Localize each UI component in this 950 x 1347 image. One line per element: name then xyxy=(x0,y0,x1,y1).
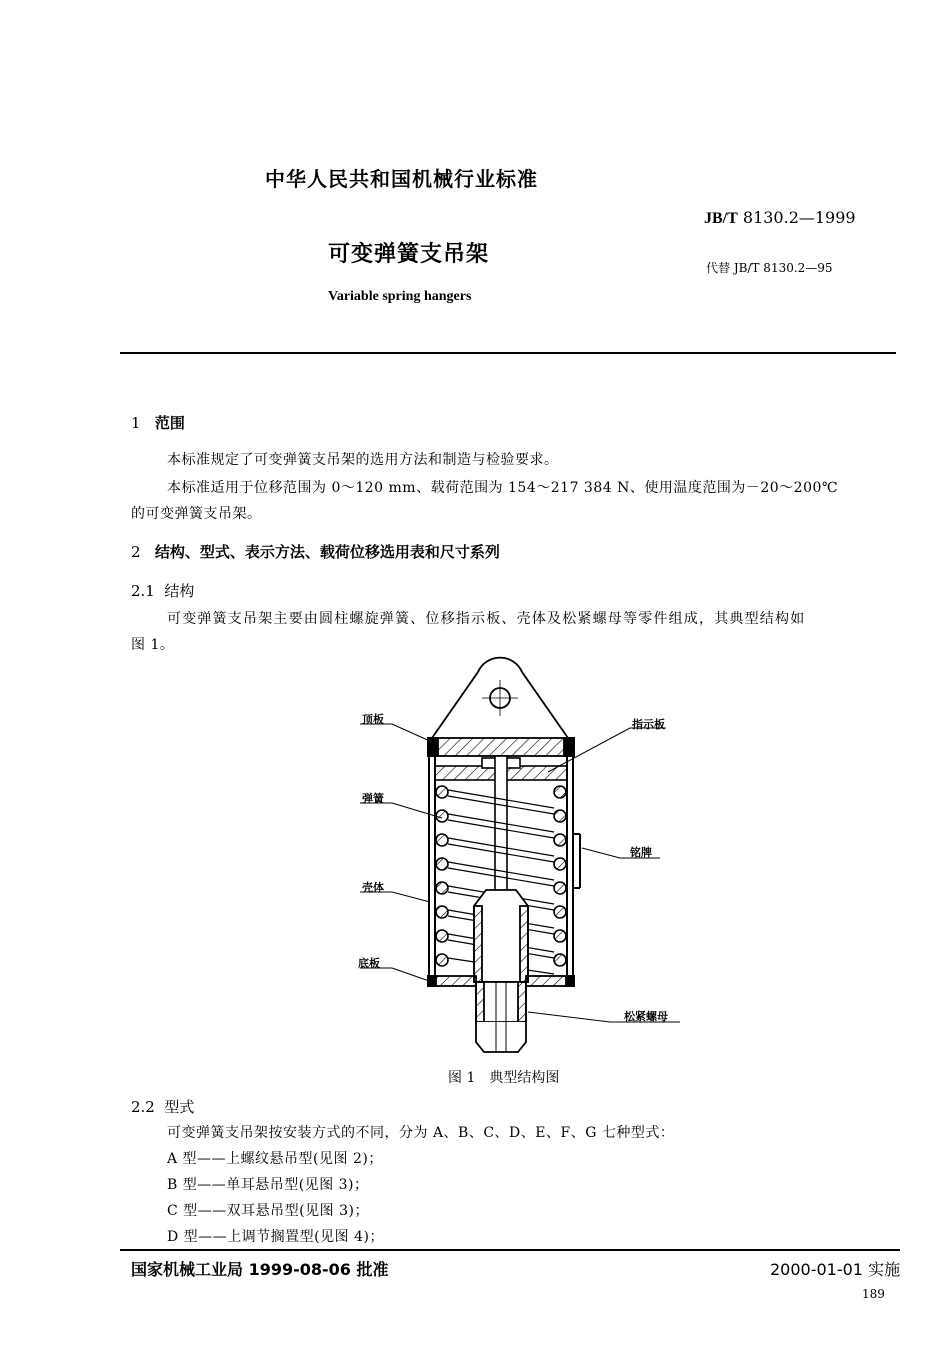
subsection-2-1-number: 2.1 xyxy=(131,582,155,600)
subsection-2-1-title: 结构 xyxy=(164,582,195,600)
organization-title: 中华人民共和国机械行业标准 xyxy=(265,167,538,191)
subsection-2-1-para-cont: 图 1。 xyxy=(131,637,175,653)
section-1-title: 范围 xyxy=(154,414,185,432)
section-1-number: 1 xyxy=(131,414,141,432)
section-1-para-1: 本标准规定了可变弹簧支吊架的选用方法和制造与检验要求。 xyxy=(167,452,559,468)
approval-note: 国家机械工业局 1999-08-06 批准 xyxy=(131,1260,389,1279)
section-2-title: 结构、型式、表示方法、载荷位移选用表和尺寸系列 xyxy=(154,543,500,561)
label-top-plate: 顶板 xyxy=(362,713,384,726)
section-1-para-2: 本标准适用于位移范围为 0～120 mm、载荷范围为 154～217 384 N、使用温度范围为－20～200℃ xyxy=(167,480,839,496)
standard-prefix: JB/T xyxy=(704,210,738,227)
replaces-note: 代替 JB/T 8130.2—95 xyxy=(706,261,833,275)
subsection-2-2-intro: 可变弹簧支吊架按安装方式的不同，分为 A、B、C、D、E、F、G 七种型式： xyxy=(167,1125,675,1141)
type-c: C 型——双耳悬吊型(见图 3)； xyxy=(167,1203,369,1219)
figure-1-caption: 图 1 典型结构图 xyxy=(448,1070,560,1086)
label-shell: 壳体 xyxy=(362,881,384,894)
label-turnbuckle: 松紧螺母 xyxy=(624,1010,668,1023)
section-1-para-2-cont: 的可变弹簧支吊架。 xyxy=(131,506,262,522)
footer-rule xyxy=(120,1249,900,1251)
type-a: A 型——上螺纹悬吊型(见图 2)； xyxy=(167,1151,383,1167)
standard-number-rest: 8130.2—1999 xyxy=(742,208,856,227)
section-2-number: 2 xyxy=(131,543,141,561)
top-plate-graphic xyxy=(428,738,574,756)
rod-graphic xyxy=(495,756,507,896)
label-spring: 弹簧 xyxy=(362,792,384,805)
subsection-2-2-heading xyxy=(131,1096,194,1117)
page-number: 189 xyxy=(862,1287,885,1301)
label-indicator: 指示板 xyxy=(632,718,665,731)
label-bottom-plate: 底板 xyxy=(358,957,380,970)
subsection-2-2-number: 2.2 xyxy=(131,1098,155,1116)
top-lug xyxy=(432,658,568,738)
document-title: 可变弹簧支吊架 xyxy=(328,242,490,267)
label-nameplate: 铭牌 xyxy=(630,846,652,859)
type-d: D 型——上调节搁置型(见图 4)； xyxy=(167,1229,384,1245)
subsection-2-1-para: 可变弹簧支吊架主要由圆柱螺旋弹簧、位移指示板、壳体及松紧螺母等零件组成，其典型结构如 xyxy=(167,611,806,627)
subsection-2-2-title: 型式 xyxy=(164,1098,195,1116)
turnbuckle-graphic xyxy=(474,890,528,1052)
type-b: B 型——单耳悬吊型(见图 3)； xyxy=(167,1177,369,1193)
english-title: Variable spring hangers xyxy=(328,289,472,304)
implementation-date: 2000-01-01 实施 xyxy=(770,1260,901,1279)
